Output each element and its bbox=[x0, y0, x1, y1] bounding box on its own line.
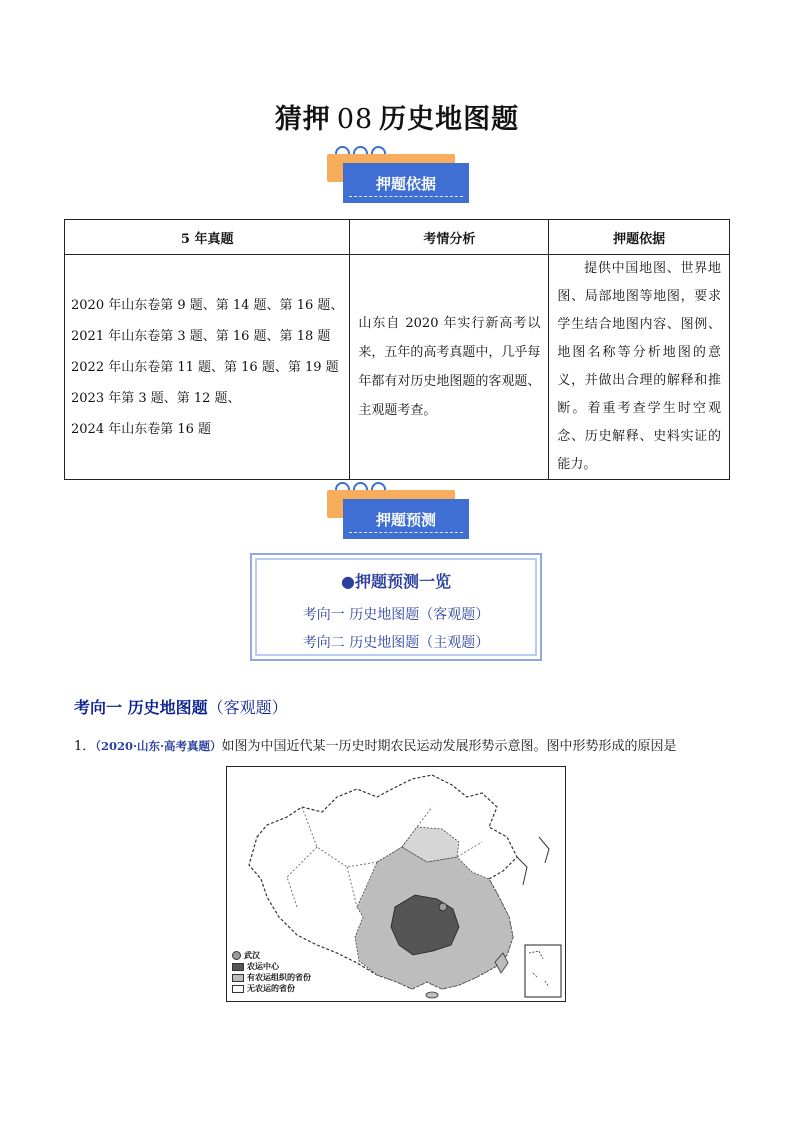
exam-line: 2022 年山东卷第 11 题、第 16 题、第 19 题 bbox=[71, 359, 339, 375]
exam-line: 2023 年第 3 题、第 12 题、 bbox=[71, 390, 241, 406]
forecast-overview-box bbox=[250, 553, 542, 661]
table-header: 押题依据 bbox=[549, 220, 730, 255]
legend-item bbox=[232, 983, 311, 994]
badge-forecast bbox=[327, 482, 469, 542]
section-heading bbox=[74, 695, 288, 718]
badge-label: 押题依据 bbox=[343, 163, 469, 203]
table-header-row bbox=[65, 220, 730, 255]
question-number: 1． bbox=[74, 739, 96, 754]
exam-line: 2020 年山东卷第 9 题、第 14 题、第 16 题、 bbox=[71, 297, 344, 313]
section-name: 考向一 历史地图题 bbox=[74, 698, 208, 717]
legend-item bbox=[232, 950, 311, 961]
question-source: （2020·山东·高考真题） bbox=[95, 739, 222, 753]
wuhan-marker bbox=[439, 903, 447, 911]
table-header: 5 年真题 bbox=[65, 220, 350, 255]
section-paren: （客观题） bbox=[207, 698, 288, 717]
title-number: 08 bbox=[336, 104, 374, 135]
badge-label: 押题预测 bbox=[343, 499, 469, 539]
legend-label: 有农运组织的省份 bbox=[247, 973, 311, 982]
map-legend bbox=[232, 950, 311, 994]
table-row bbox=[65, 255, 730, 480]
exam-line: 2024 年山东卷第 16 题 bbox=[71, 421, 212, 437]
question-1 bbox=[74, 735, 677, 754]
china-peasant-movement-map bbox=[226, 766, 566, 1002]
overview-title: ●押题预测一览 bbox=[341, 572, 451, 591]
table-header: 考情分析 bbox=[350, 220, 549, 255]
analysis-cell: 山东自 2020 年实行新高考以来，五年的高考真题中，几乎每年都有对历史地图题的客观题、主观题考查。 bbox=[350, 255, 549, 480]
legend-item bbox=[232, 961, 311, 972]
exam-line: 2021 年山东卷第 3 题、第 16 题、第 18 题 bbox=[71, 328, 331, 344]
legend-label: 武汉 bbox=[244, 951, 260, 960]
basis-cell bbox=[549, 255, 730, 480]
basis-text: 提供中国地图、世界地图、局部地图等地图，要求学生结合地图内容、图例、地图名称等分析地图的意义，并做出合理的解释和推断。着重考查学生时空观念、历史解释、史料实证的能力。 bbox=[557, 261, 721, 472]
question-text: 如图为中国近代某一历史时期农民运动发展形势示意图。图中形势形成的原因是 bbox=[221, 739, 677, 754]
basis-table bbox=[64, 219, 730, 480]
legend-item bbox=[232, 972, 311, 983]
overview-item[interactable]: 考向一 历史地图题（客观题） bbox=[302, 607, 490, 623]
exam-cell bbox=[65, 255, 350, 480]
legend-label: 无农运的省份 bbox=[247, 984, 295, 993]
badge-basis bbox=[327, 146, 469, 206]
title-suffix: 历史地图题 bbox=[379, 104, 520, 135]
overview-item[interactable]: 考向二 历史地图题（主观题） bbox=[302, 635, 490, 651]
page-title bbox=[0, 97, 794, 136]
legend-label: 农运中心 bbox=[247, 962, 279, 971]
title-prefix: 猜押 bbox=[274, 104, 331, 135]
